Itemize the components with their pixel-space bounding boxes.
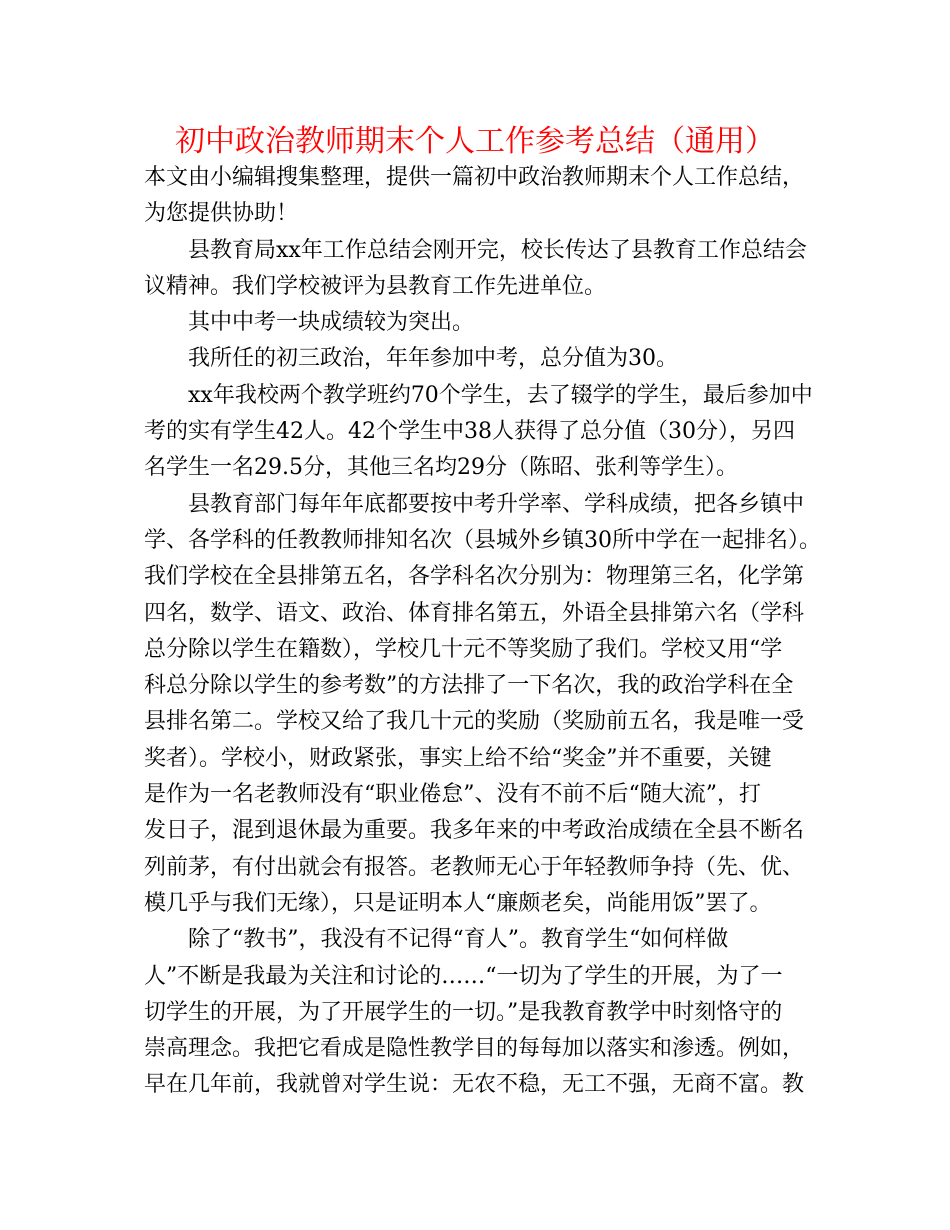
text-line: 县教育局xx年工作总结会刚开完，校长传达了县教育工作总结会 [188, 237, 807, 263]
document-body [144, 160, 834, 1104]
text-line: 为您提供协助！ [144, 201, 299, 227]
text-line: 总分除以学生在籍数），学校几十元不等奖励了我们。学校又用“学 [144, 636, 783, 662]
text-line: 议精神。我们学校被评为县教育工作先进单位。 [144, 273, 607, 299]
text-line: 早在几年前，我就曾对学生说：无农不稳，无工不强，无商不富。教 [144, 1072, 805, 1098]
text-line: 我所任的初三政治，年年参加中考，总分值为30。 [188, 346, 678, 372]
text-line: 县教育部门每年年底都要按中考升学率、学科成绩，把各乡镇中 [188, 491, 805, 517]
text-line: 切学生的开展，为了开展学生的一切。”是我教育教学中时刻恪守的 [144, 999, 783, 1025]
text-line: xx年我校两个教学班约70个学生，去了辍学的学生，最后参加中 [188, 382, 813, 408]
text-line: 人”不断是我最为关注和讨论的……“一切为了学生的开展，为了一 [144, 963, 783, 989]
text-line: 除了“教书”，我没有不记得“育人”。教育学生“如何样做 [188, 927, 729, 953]
text-line: 科总分除以学生的参考数”的方法排了一下名次，我的政治学科在全 [144, 673, 794, 699]
text-line: 发日子，混到退休最为重要。我多年来的中考政治成绩在全县不断名 [144, 818, 805, 844]
text-line: 县排名第二。学校又给了我几十元的奖励（奖励前五名，我是唯一受 [144, 709, 805, 735]
text-line: 四名，数学、语文、政治、体育排名第五，外语全县排第六名（学科 [144, 600, 805, 626]
document-title: 初中政治教师期末个人工作参考总结（通用） [175, 124, 775, 159]
text-line: 是作为一名老教师没有“职业倦怠”、没有不前不后“随大流”，打 [144, 782, 761, 808]
text-line: 本文由小编辑搜集整理，提供一篇初中政治教师期末个人工作总结， [144, 165, 805, 190]
text-line: 奖者）。学校小，财政紧张，事实上给不给“奖金”并不重要，关键 [144, 745, 772, 771]
text-line: 列前茅，有付出就会有报答。老教师无心于年轻教师争持（先、优、 [144, 854, 805, 880]
text-line: 崇高理念。我把它看成是隐性教学目的每每加以落实和渗透。例如， [144, 1036, 805, 1062]
text-line: 我们学校在全县排第五名，各学科名次分别为：物理第三名，化学第 [144, 564, 805, 590]
text-line: 考的实有学生42人。42个学生中38人获得了总分值（30分），另四 [144, 419, 795, 445]
text-line: 其中中考一块成绩较为突出。 [188, 310, 475, 336]
text-line: 学、各学科的任教教师排知名次（县城外乡镇30所中学在一起排名）。 [144, 527, 821, 553]
text-line: 模几乎与我们无缘），只是证明本人“廉颇老矣，尚能用饭”罢了。 [144, 890, 772, 916]
text-line: 名学生一名29.5分，其他三名均29分（陈昭、张利等学生）。 [144, 455, 738, 481]
